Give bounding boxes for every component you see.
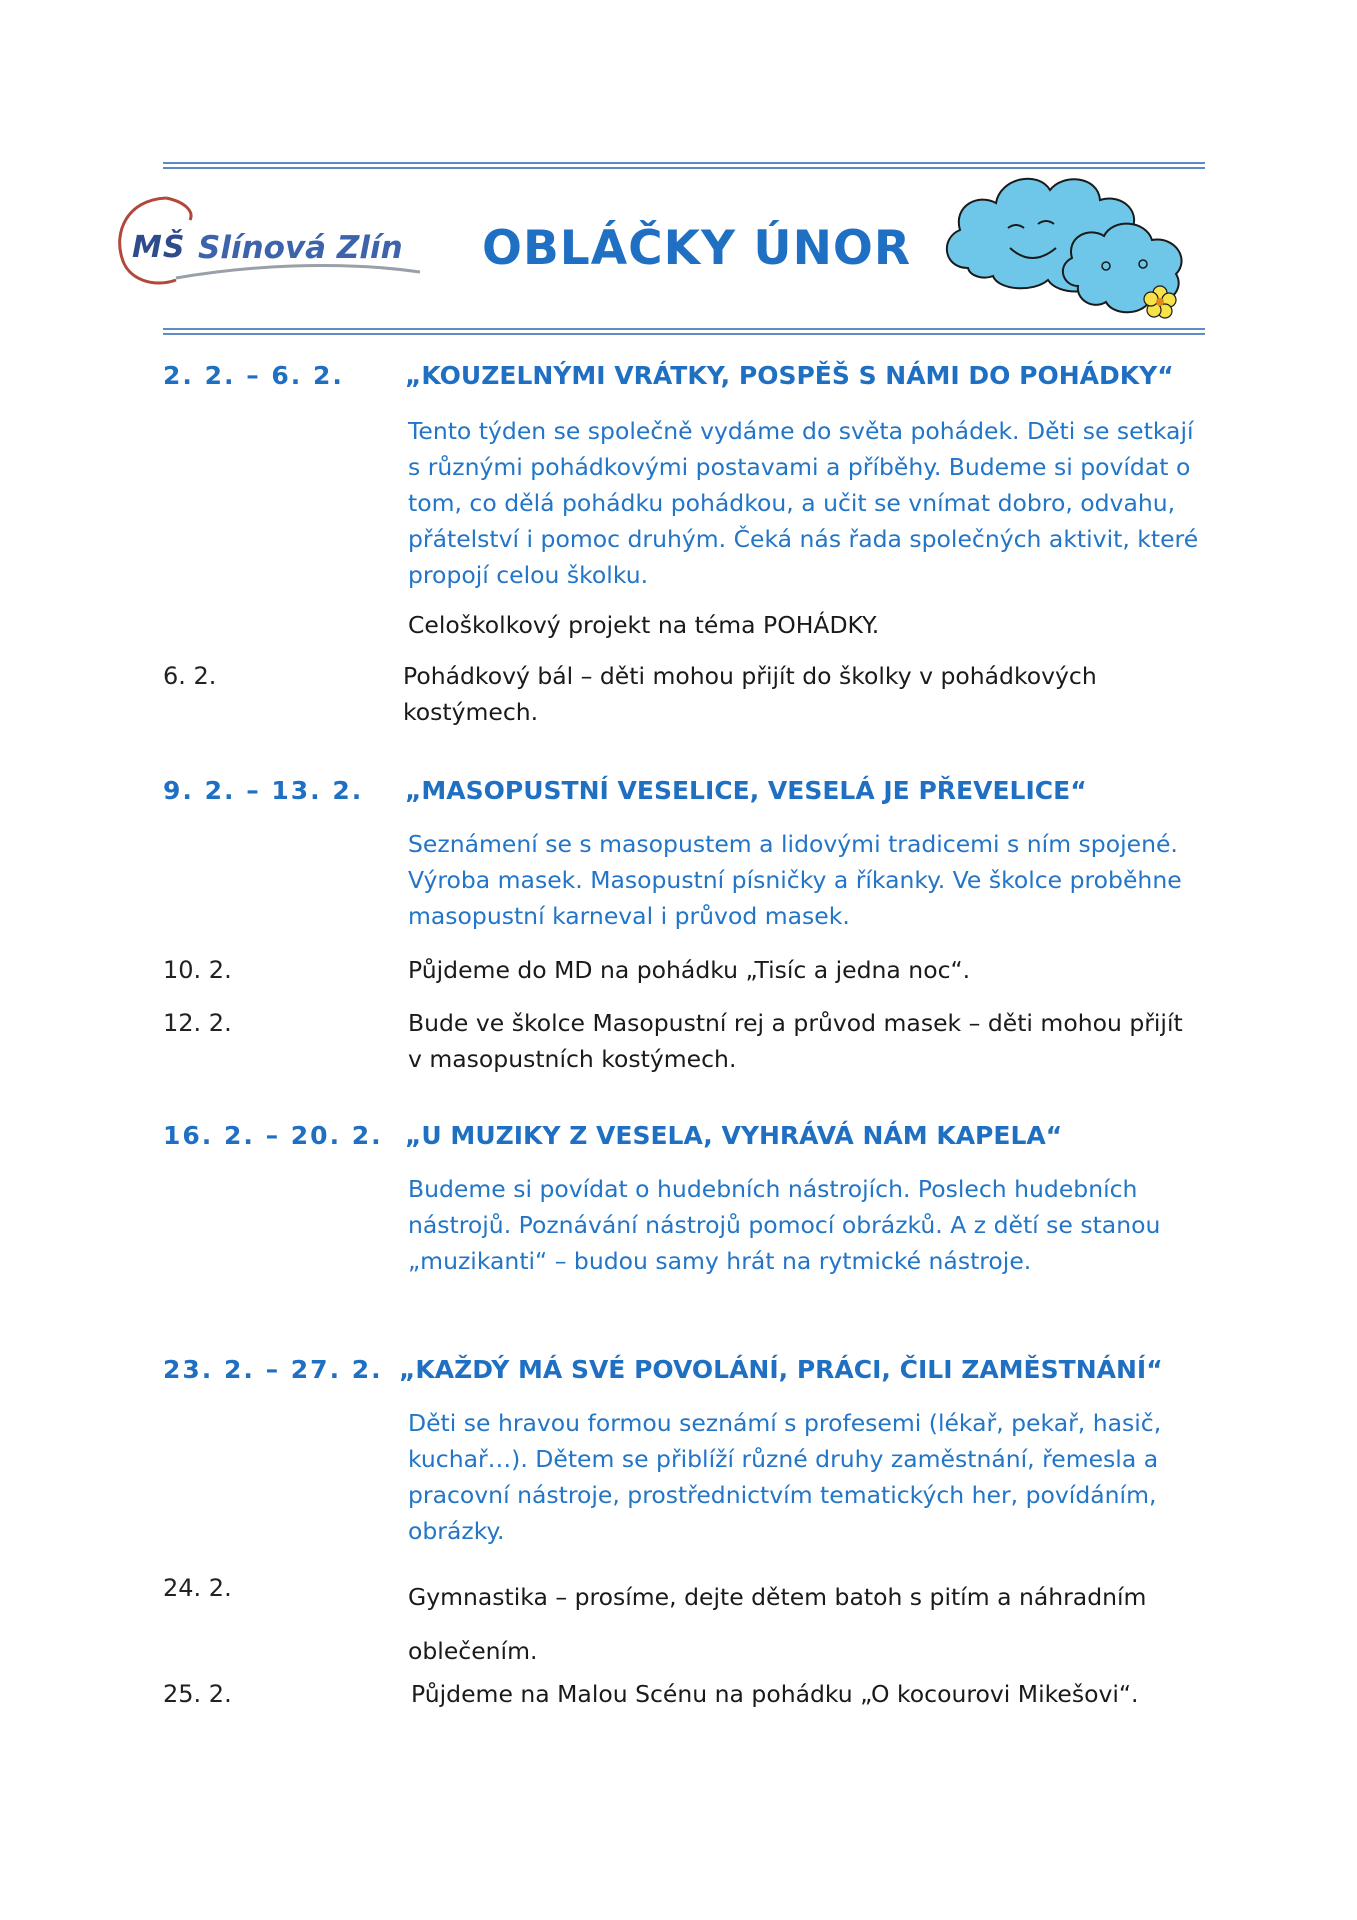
event-date: 10. 2. — [163, 956, 232, 984]
header-rule-1 — [163, 328, 1205, 330]
logo-school-name: Slínová Zlín — [198, 230, 403, 266]
event-date: 24. 2. — [163, 1574, 232, 1602]
week-description: Budeme si povídat o hudebních nástrojích. Poslech hudebních nástrojů. Poznávání nástrojů pomocí obrázků. A z dětí se stanou „muzikanti“ – budou samy hrát na rytmické nástroje. — [408, 1175, 1161, 1275]
event-text: Bude ve školce Masopustní rej a průvod masek – děti mohou přijít v masopustních kostýmech. — [408, 1009, 1183, 1073]
page-header — [100, 168, 1210, 330]
event-text: Půjdeme na Malou Scénu na pohádku „O kocourovi Mikešovi“. — [411, 1680, 1139, 1708]
event-text: Gymnastika – prosíme, dejte dětem batoh s pitím a náhradním oblečením. — [408, 1583, 1147, 1665]
week-title: „MASOPUSTNÍ VESELICE, VESELÁ JE PŘEVELICE“ — [405, 776, 1087, 805]
week-title: „U MUZIKY Z VESELA, VYHRÁVÁ NÁM KAPELA“ — [405, 1121, 1063, 1150]
week-description: Děti se hravou formou seznámí s profesemi (lékař, pekař, hasič, kuchař…). Dětem se přiblíží různé druhy zaměstnání, řemesla a pracovní nástroje, prostřednictvím tematických her, povídáním, obrázky. — [408, 1409, 1162, 1545]
logo-ms-text: MŠ — [132, 230, 186, 265]
cloud-icon — [938, 168, 1210, 330]
week-dates: 23. 2. – 27. 2. — [163, 1355, 383, 1384]
event-date: 25. 2. — [163, 1680, 232, 1708]
week-description: Tento týden se společně vydáme do světa pohádek. Děti se setkají s různými pohádkovými postavami a příběhy. Budeme si povídat o tom, co dělá pohádku pohádkou, a učit se vnímat dobro, odvahu, přátelství i pomoc druhým. Čeká nás řada společných aktivit, které propojí celou školku. — [408, 417, 1199, 589]
week-description: Seznámení se s masopustem a lidovými tradicemi s ním spojené. Výroba masek. Masopustní písničky a říkanky. Ve školce proběhne masopustní karneval i průvod masek. — [408, 830, 1182, 930]
week-dates: 16. 2. – 20. 2. — [163, 1121, 383, 1150]
event-date: 6. 2. — [163, 662, 217, 690]
event-text: Půjdeme do MD na pohádku „Tisíc a jedna noc“. — [408, 956, 971, 984]
top-rule-1 — [163, 162, 1205, 164]
week-dates: 9. 2. – 13. 2. — [163, 776, 364, 805]
project-note: Celoškolkový projekt na téma POHÁDKY. — [408, 611, 880, 639]
page-title: OBLÁČKY ÚNOR — [482, 221, 912, 276]
event-date: 12. 2. — [163, 1009, 232, 1037]
school-logo — [106, 188, 426, 298]
event-text: Pohádkový bál – děti mohou přijít do školky v pohádkových kostýmech. — [403, 662, 1097, 726]
week-title: „KAŽDÝ MÁ SVÉ POVOLÁNÍ, PRÁCI, ČILI ZAMĚSTNÁNÍ“ — [399, 1355, 1163, 1384]
week-title: „KOUZELNÝMI VRÁTKY, POSPĚŠ S NÁMI DO POHÁDKY“ — [405, 361, 1174, 390]
clouds-illustration — [938, 168, 1210, 330]
header-rule-2 — [163, 333, 1205, 335]
week-dates: 2. 2. – 6. 2. — [163, 361, 344, 390]
